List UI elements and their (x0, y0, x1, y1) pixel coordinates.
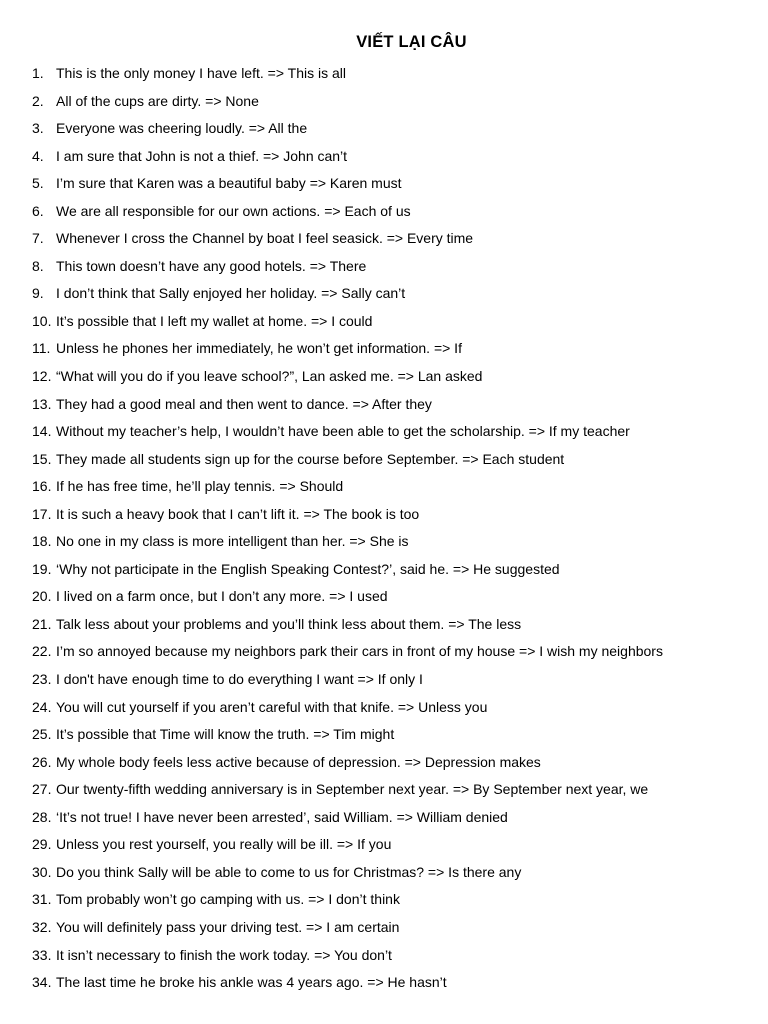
exercise-text: “What will you do if you leave school?”, Lan asked me. => Lan asked (56, 368, 483, 385)
exercise-number: 29. (32, 836, 52, 853)
exercise-item (32, 283, 663, 311)
exercise-number: 15. (32, 450, 52, 467)
exercise-item (32, 559, 663, 587)
exercise-item (32, 669, 663, 697)
exercise-item (32, 311, 663, 339)
exercise-number: 19. (32, 560, 52, 577)
exercise-text: This town doesn’t have any good hotels. => There (56, 257, 367, 274)
exercise-text: My whole body feels less active because of depression. => Depression makes (56, 753, 541, 770)
exercise-text: All of the cups are dirty. => None (56, 92, 259, 109)
exercise-item (32, 697, 663, 725)
exercise-number: 23. (32, 671, 52, 688)
exercise-item (32, 228, 663, 256)
exercise-text: This is the only money I have left. => This is all (56, 65, 346, 81)
exercise-item (32, 91, 663, 119)
exercise-text: We are all responsible for our own actions. => Each of us (56, 202, 411, 219)
exercise-item (32, 63, 663, 91)
exercise-text: ‘It’s not true! I have never been arrested’, said William. => William denied (56, 808, 508, 825)
exercise-item (32, 586, 663, 614)
exercise-text: They made all students sign up for the course before September. => Each student (56, 450, 565, 467)
exercise-number: 12. (32, 368, 52, 385)
exercise-text: Talk less about your problems and you’ll think less about them. => The less (56, 615, 522, 632)
exercise-text: I’m sure that Karen was a beautiful baby => Karen must (56, 175, 402, 192)
exercise-number: 24. (32, 698, 52, 715)
exercise-text: Tom probably won’t go camping with us. => I don’t think (56, 891, 400, 908)
exercise-text: It is such a heavy book that I can’t lift it. => The book is too (56, 505, 420, 522)
exercise-number: 33. (32, 946, 52, 963)
exercise-item (32, 173, 663, 201)
exercise-text: Unless he phones her immediately, he won’t get information. => If (56, 340, 462, 357)
exercise-number: 10. (32, 312, 52, 329)
exercise-text: I don't have enough time to do everything I want => If only I (56, 671, 423, 688)
exercise-item (32, 807, 663, 835)
exercise-text: ‘Why not participate in the English Speaking Contest?’, said he. => He suggested (56, 560, 560, 577)
exercise-item (32, 724, 663, 752)
exercise-number: 14. (32, 423, 52, 440)
exercise-item (32, 146, 663, 174)
exercise-number: 5. (32, 175, 44, 192)
exercise-item (32, 641, 663, 669)
exercise-item (32, 504, 663, 532)
exercise-number: 18. (32, 533, 52, 550)
exercise-number: 11. (32, 340, 51, 357)
exercise-list (32, 63, 663, 1000)
exercise-number: 21. (32, 615, 52, 632)
exercise-number: 28. (32, 808, 52, 825)
exercise-item (32, 476, 663, 504)
exercise-number: 4. (32, 147, 44, 164)
exercise-number: 13. (32, 395, 52, 412)
exercise-item (32, 201, 663, 229)
exercise-text: You will definitely pass your driving test. => I am certain (56, 918, 400, 935)
exercise-text: It’s possible that Time will know the truth. => Tim might (56, 726, 395, 743)
exercise-number: 6. (32, 202, 44, 219)
exercise-item (32, 531, 663, 559)
exercise-number: 26. (32, 753, 52, 770)
exercise-text: It’s possible that I left my wallet at home. => I could (56, 312, 373, 329)
exercise-text: Everyone was cheering loudly. => All the (56, 120, 308, 137)
exercise-text: Unless you rest yourself, you really will be ill. => If you (56, 836, 392, 853)
exercise-item (32, 779, 663, 807)
exercise-text: I am sure that John is not a thief. => John can’t (56, 147, 348, 164)
exercise-number: 30. (32, 863, 52, 880)
exercise-number: 27. (32, 781, 52, 798)
exercise-text: I lived on a farm once, but I don’t any more. => I used (56, 588, 388, 605)
exercise-text: Whenever I cross the Channel by boat I feel seasick. => Every time (56, 230, 474, 247)
exercise-number: 7. (32, 230, 44, 247)
exercise-text: You will cut yourself if you aren’t careful with that knife. => Unless you (56, 698, 488, 715)
exercise-number: 31. (32, 891, 52, 908)
exercise-number: 17. (32, 505, 52, 522)
exercise-number: 3. (32, 120, 44, 137)
exercise-item (32, 449, 663, 477)
exercise-text: If he has free time, he’ll play tennis. => Should (56, 478, 344, 495)
exercise-item (32, 338, 663, 366)
exercise-number: 34. (32, 974, 52, 991)
exercise-number: 22. (32, 643, 52, 660)
exercise-item (32, 421, 663, 449)
exercise-text: I’m so annoyed because my neighbors park their cars in front of my house => I wish my neighbors (56, 643, 663, 660)
exercise-item (32, 917, 663, 945)
exercise-number: 1. (32, 65, 44, 81)
exercise-text: I don’t think that Sally enjoyed her holiday. => Sally can’t (56, 285, 406, 302)
exercise-item (32, 889, 663, 917)
exercise-item (32, 118, 663, 146)
exercise-item (32, 752, 663, 780)
exercise-item (32, 972, 663, 1000)
exercise-number: 2. (32, 92, 44, 109)
exercise-item (32, 862, 663, 890)
exercise-item (32, 834, 663, 862)
exercise-text: The last time he broke his ankle was 4 years ago. => He hasn’t (56, 974, 447, 991)
exercise-number: 32. (32, 918, 52, 935)
exercise-number: 20. (32, 588, 52, 605)
exercise-item (32, 256, 663, 284)
exercise-item (32, 614, 663, 642)
exercise-text: Our twenty-fifth wedding anniversary is in September next year. => By September next year, we (56, 781, 649, 798)
exercise-text: Do you think Sally will be able to come to us for Christmas? => Is there any (56, 863, 522, 880)
exercise-item (32, 366, 663, 394)
exercise-text: They had a good meal and then went to dance. => After they (56, 395, 432, 412)
exercise-item (32, 945, 663, 973)
exercise-item (32, 394, 663, 422)
document-title: VIẾT LẠI CÂU (356, 33, 467, 51)
exercise-number: 9. (32, 285, 44, 302)
exercise-text: Without my teacher’s help, I wouldn’t have been able to get the scholarship. => If my teacher (56, 423, 630, 440)
exercise-text: It isn’t necessary to finish the work today. => You don’t (56, 946, 392, 963)
exercise-number: 8. (32, 257, 44, 274)
exercise-number: 16. (32, 478, 52, 495)
exercise-text: No one in my class is more intelligent than her. => She is (56, 533, 409, 550)
exercise-number: 25. (32, 726, 52, 743)
